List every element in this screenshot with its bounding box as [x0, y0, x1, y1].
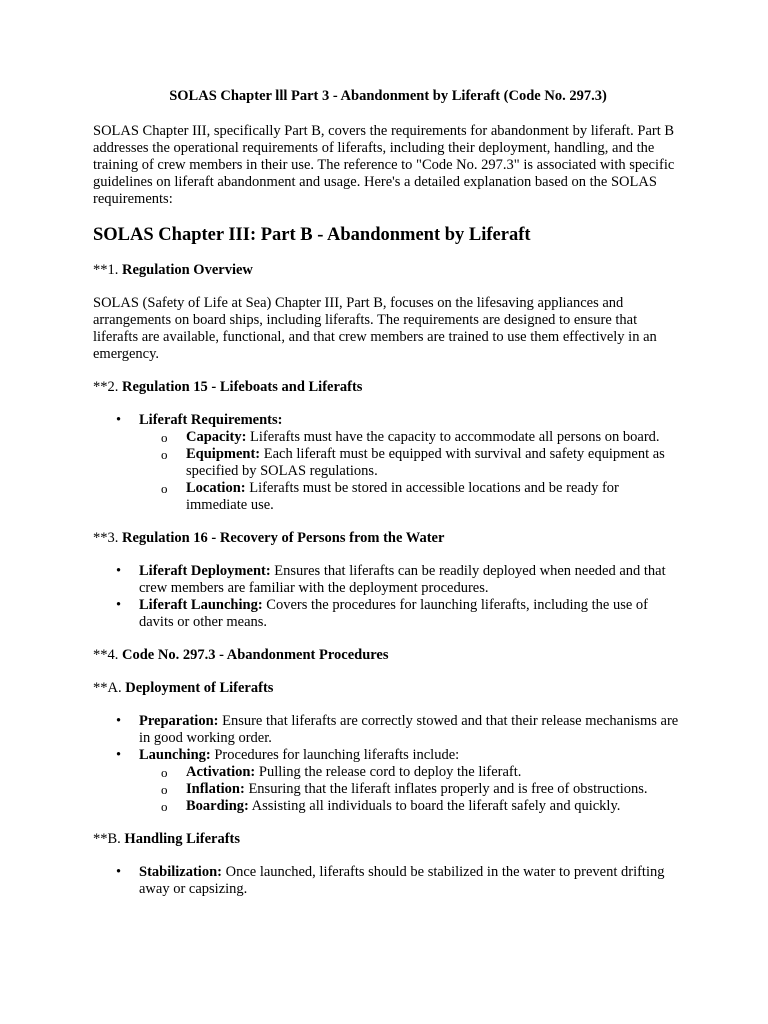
sub-list-item	[161, 480, 683, 514]
bullet-icon: •	[116, 713, 122, 729]
bullet-icon: •	[116, 563, 122, 579]
section-prefix: **A.	[93, 680, 122, 696]
section-heading-4	[93, 647, 683, 664]
sub-list-item	[161, 446, 683, 480]
sub-bullet-icon: o	[161, 782, 168, 797]
item-text: Each liferaft must be equipped with survival and safety equipment as specified by SOLAS regulations.	[186, 446, 665, 479]
item-label: Capacity:	[186, 429, 247, 445]
section-heading-b	[93, 831, 683, 848]
item-label: Boarding:	[186, 798, 249, 814]
sub-list-item	[161, 781, 683, 798]
bullet-icon: •	[116, 412, 122, 428]
item-label: Liferaft Deployment:	[139, 563, 271, 579]
item-label: Preparation:	[139, 713, 219, 729]
item-text: Ensure that liferafts are correctly stowed and that their release mechanisms are in good working order.	[139, 713, 679, 746]
item-text: Pulling the release cord to deploy the liferaft.	[255, 764, 522, 780]
section-prefix: **3.	[93, 530, 119, 546]
section-prefix: **1.	[93, 262, 119, 278]
section-title: Regulation 16 - Recovery of Persons from the Water	[122, 530, 445, 546]
intro-paragraph: SOLAS Chapter III, specifically Part B, covers the requirements for abandonment by liferaft. Part B addresses the operational requirements of liferafts, including their deployment, handling, and the training of crew members in their use. The reference to "Code No. 297.3" is associated with specific guidelines on liferaft abandonment and usage. Here's a detailed explanation based on the SOLAS requirements:	[93, 123, 675, 207]
item-label: Launching:	[139, 747, 211, 763]
item-label: Stabilization:	[139, 864, 222, 880]
bullet-list	[93, 864, 683, 898]
sub-bullet-list	[139, 764, 683, 815]
item-label: Liferaft Launching:	[139, 597, 263, 613]
list-item	[116, 747, 683, 815]
section-heading-1	[93, 262, 683, 279]
list-item	[116, 864, 683, 898]
sub-list-item	[161, 798, 683, 815]
section-title: Code No. 297.3 - Abandonment Procedures	[122, 647, 389, 663]
item-label: Location:	[186, 480, 246, 496]
sub-bullet-icon: o	[161, 765, 168, 780]
item-label: Equipment:	[186, 446, 261, 462]
item-text: Liferafts must have the capacity to accommodate all persons on board.	[246, 429, 660, 445]
bullet-icon: •	[116, 597, 122, 613]
item-label: Inflation:	[186, 781, 245, 797]
section-title: Regulation 15 - Lifeboats and Liferafts	[122, 379, 363, 395]
section-title: Regulation Overview	[122, 262, 253, 278]
list-item	[116, 713, 683, 747]
section-title: Deployment of Liferafts	[125, 680, 274, 696]
list-item	[116, 412, 683, 514]
document-title: SOLAS Chapter lll Part 3 - Abandonment by Liferaft (Code No. 297.3)	[169, 88, 607, 104]
item-label: Liferaft Requirements:	[139, 412, 283, 428]
section-title: Handling Liferafts	[124, 831, 241, 847]
item-label: Activation:	[186, 764, 256, 780]
section-heading-2	[93, 379, 683, 396]
item-text: Covers the procedures for launching liferafts, including the use of davits or other means.	[139, 597, 648, 630]
section-prefix: **4.	[93, 647, 119, 663]
bullet-list	[93, 563, 683, 631]
main-heading: SOLAS Chapter III: Part B - Abandonment by Liferaft	[93, 225, 531, 245]
section-heading-a	[93, 680, 683, 697]
sub-bullet-icon: o	[161, 430, 168, 445]
list-item	[116, 563, 683, 597]
document-page	[93, 88, 683, 914]
item-text: Once launched, liferafts should be stabilized in the water to prevent drifting away or capsizing.	[139, 864, 665, 897]
bullet-icon: •	[116, 747, 122, 763]
sub-bullet-icon: o	[161, 799, 168, 814]
item-text: Liferafts must be stored in accessible locations and be ready for immediate use.	[186, 480, 619, 513]
item-text: Procedures for launching liferafts include:	[210, 747, 460, 763]
item-text: Assisting all individuals to board the liferaft safely and quickly.	[248, 798, 621, 814]
bullet-list	[93, 713, 683, 815]
item-text: Ensures that liferafts can be readily deployed when needed and that crew members are familiar with the deployment procedures.	[139, 563, 666, 596]
sub-list-item	[161, 429, 683, 446]
sub-list-item	[161, 764, 683, 781]
bullet-icon: •	[116, 864, 122, 880]
section-prefix: **B.	[93, 831, 121, 847]
section-1-paragraph: SOLAS (Safety of Life at Sea) Chapter III, Part B, focuses on the lifesaving appliances and arrangements on board ships, including liferafts. The requirements are designed to ensure that liferafts are available, functional, and that crew members are trained to use them effectively in an emergency.	[93, 295, 657, 362]
sub-bullet-icon: o	[161, 481, 168, 496]
sub-bullet-list	[139, 429, 683, 514]
sub-bullet-icon: o	[161, 447, 168, 462]
list-item	[116, 597, 683, 631]
section-heading-3	[93, 530, 683, 547]
bullet-list	[93, 412, 683, 514]
item-text: Ensuring that the liferaft inflates properly and is free of obstructions.	[244, 781, 648, 797]
section-prefix: **2.	[93, 379, 119, 395]
